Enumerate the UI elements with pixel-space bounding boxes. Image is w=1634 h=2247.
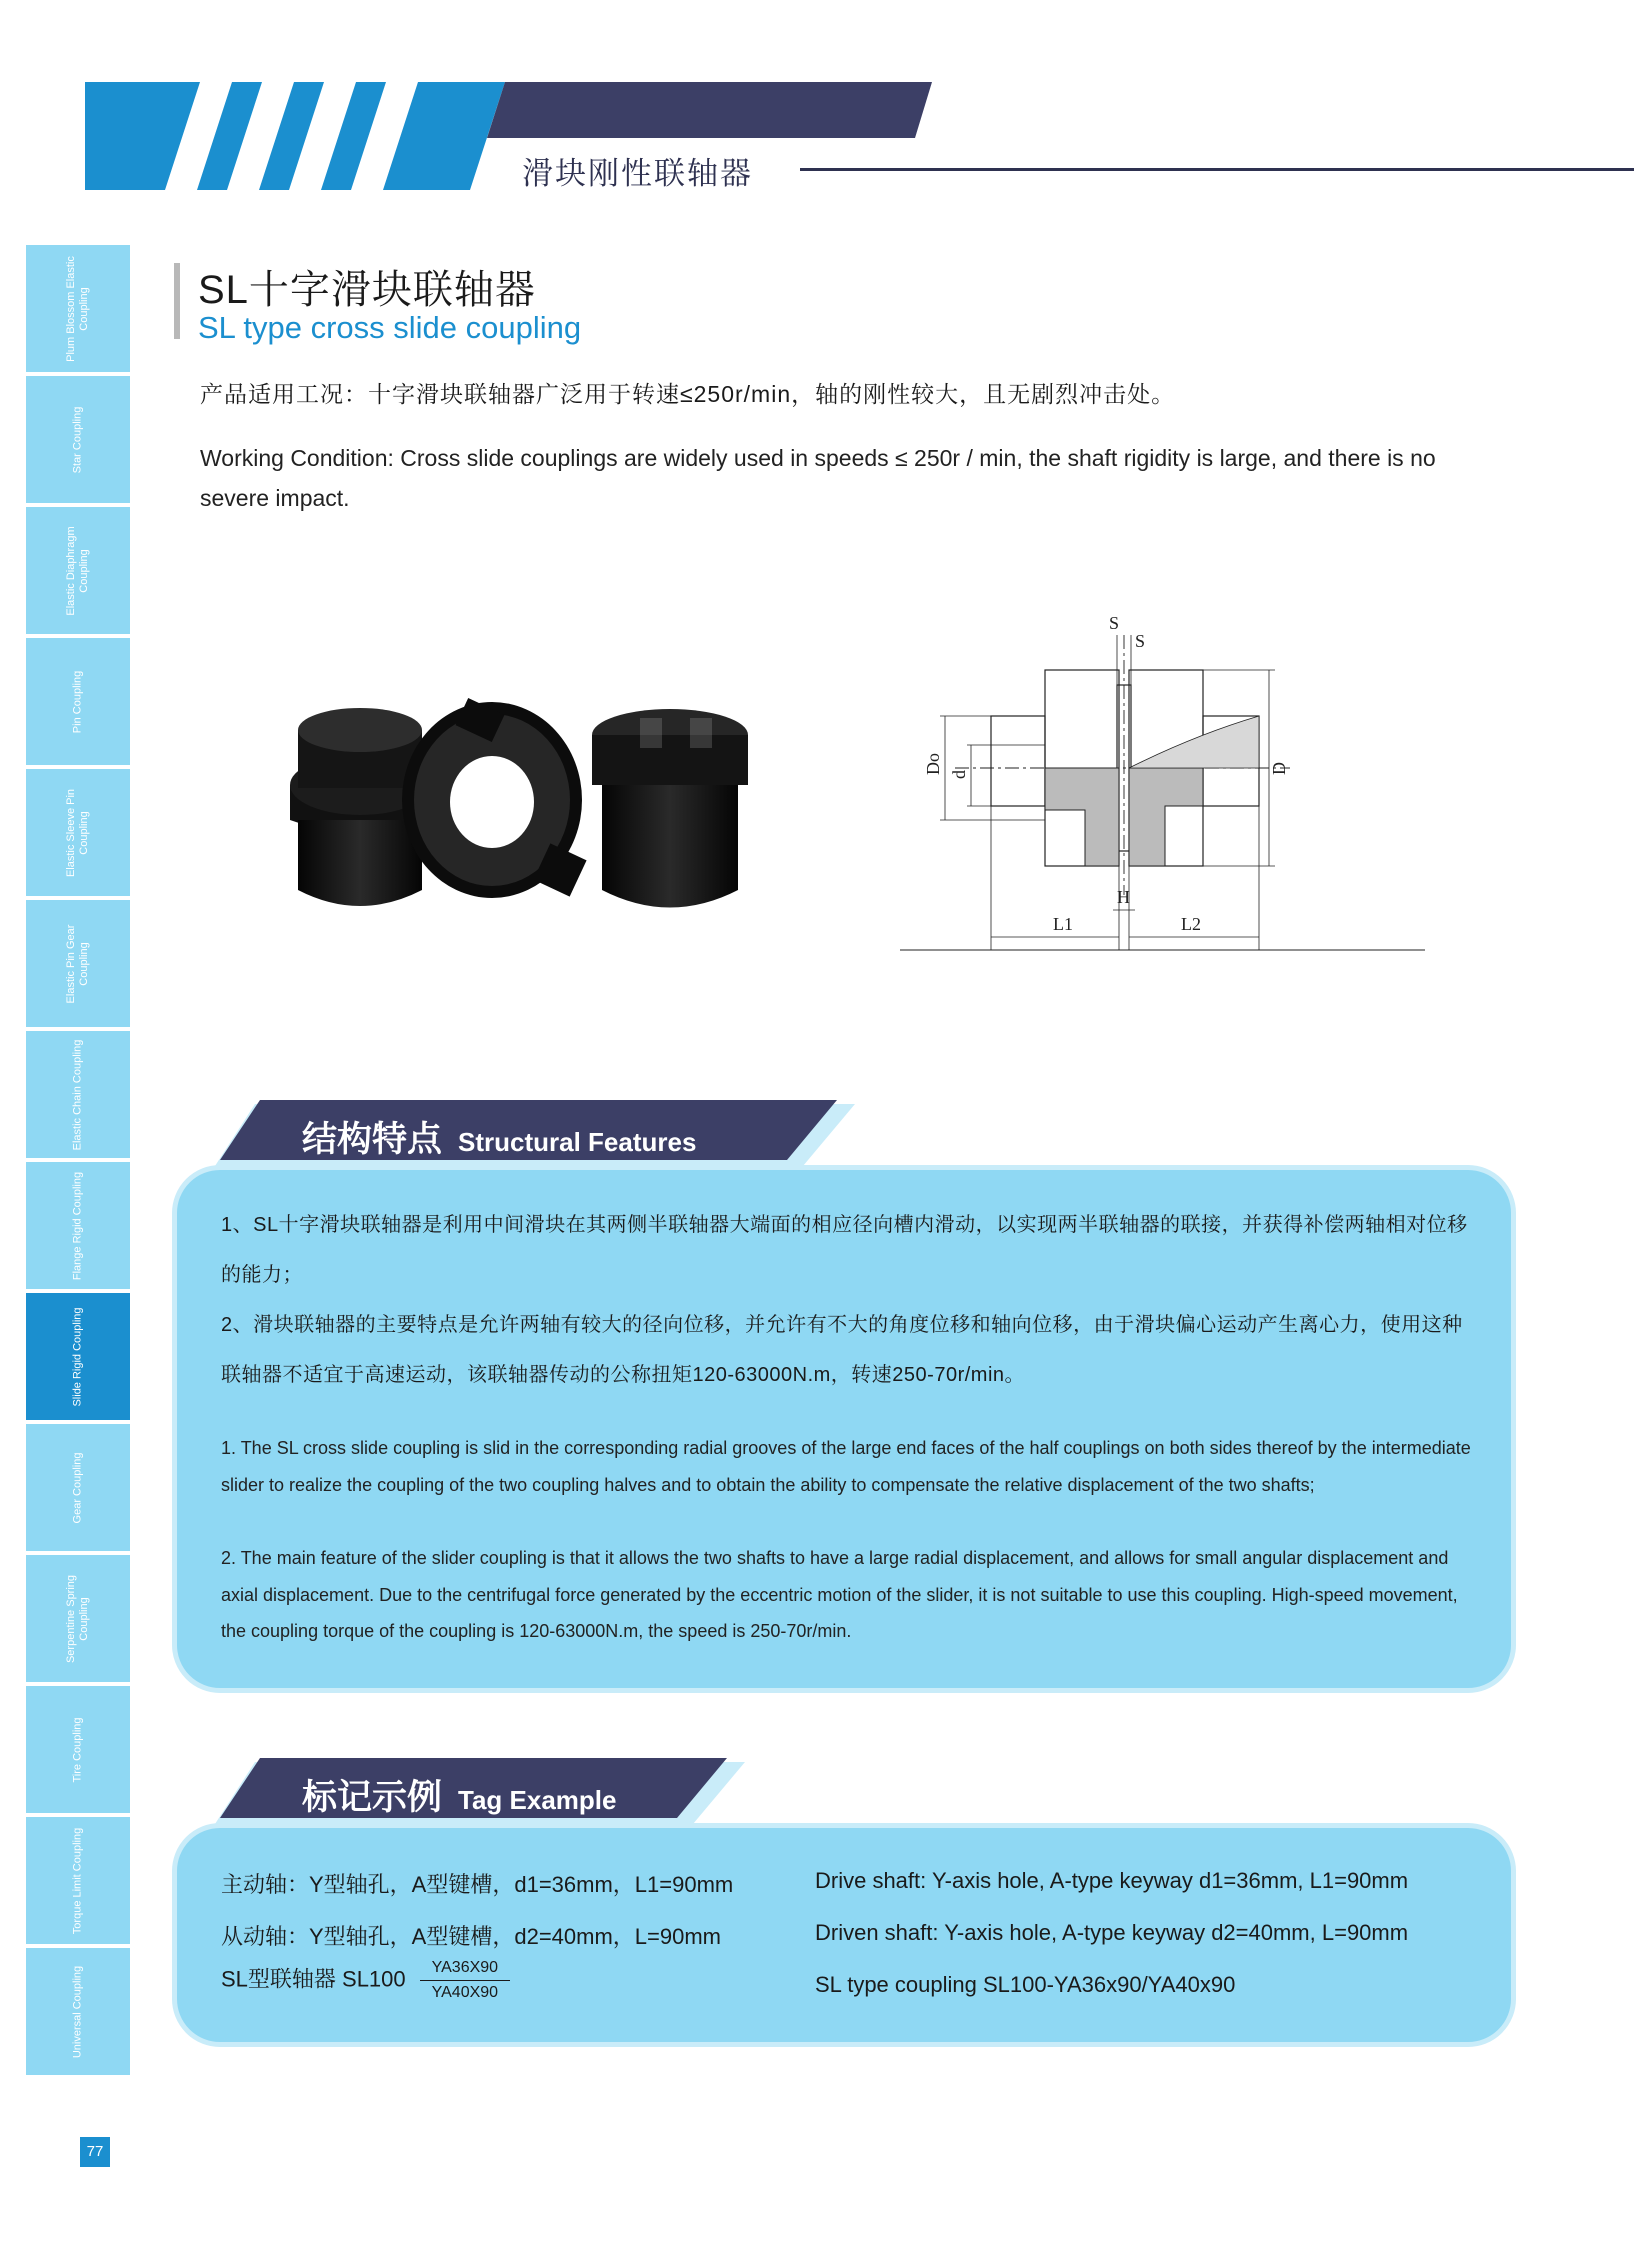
sidebar-item-label: Flange Rigid Coupling [71, 1171, 84, 1281]
features-heading-en: Structural Features [458, 1127, 697, 1157]
dim-label-l2: L2 [1181, 914, 1201, 934]
sidebar-item-elastic-chain[interactable] [26, 1031, 130, 1160]
sidebar-item-label: Slide Rigid Coupling [71, 1307, 84, 1407]
sidebar-item-label: Elastic Diaphragm Coupling [65, 526, 90, 616]
tag-heading [302, 1770, 616, 1820]
features-heading [302, 1112, 696, 1162]
tag-heading-cn: 标记示例 [302, 1778, 443, 1817]
dim-label-s2: S [1135, 631, 1146, 651]
product-photo [260, 690, 820, 930]
sidebar-item-elastic-sleeve-pin[interactable] [26, 769, 130, 898]
tag-model-cn [221, 1958, 510, 2003]
section-title: 滑块刚性联轴器 [522, 156, 753, 191]
technical-drawing [895, 595, 1425, 960]
feature-cn-1: 1、SL十字滑块联轴器是利用中间滑块在其两侧半联轴器大端面的相应径向槽内滑动，以实现两半联轴器的联接，并获得补偿两轴相对位移的能力； [221, 1214, 1468, 1286]
dim-label-s1: S [1109, 613, 1120, 633]
tag-drive-en: Drive shaft: Y-axis hole, A-type keyway d1=36mm, L1=90mm [815, 1868, 1409, 1893]
feature-en-2: 2. The main feature of the slider coupling is that it allows the two shafts to have a large radial displacement, and allows for small angular displacement and axial displacement. Due to the centrifugal force generated by the eccentric motion of the slider, it is not suitable to use this coupling. High-speed movement, the coupling torque of the coupling is 120-63000N.m, the speed is 250-70r/min. [221, 1548, 1458, 1641]
product-title-cn: SL十字滑块联轴器 [198, 268, 536, 312]
tag-driven-en: Driven shaft: Y-axis hole, A-type keyway d2=40mm, L=90mm [815, 1920, 1409, 1945]
tag-model-prefix: SL型联轴器 SL100 [221, 1966, 406, 1992]
sidebar-item-serpentine-spring[interactable] [26, 1555, 130, 1684]
product-title-en: SL type cross slide coupling [198, 310, 582, 345]
sidebar-item-label: Elastic Chain Coupling [71, 1039, 84, 1151]
sidebar-item-slide-rigid[interactable] [26, 1293, 130, 1422]
dim-label-d: d [949, 770, 969, 779]
sidebar-item-gear[interactable] [26, 1424, 130, 1553]
sidebar-item-label: Elastic Sleeve Pin Coupling [65, 788, 90, 878]
tag-drive-cn: 主动轴：Y型轴孔，A型键槽，d1=36mm，L1=90mm [221, 1872, 734, 1897]
tag-model-denominator: YA40X90 [431, 1984, 499, 2001]
tag-driven-cn: 从动轴：Y型轴孔，A型键槽，d2=40mm，L=90mm [221, 1924, 721, 1949]
sidebar-item-star[interactable] [26, 376, 130, 505]
category-sidebar [26, 245, 130, 2080]
dim-label-big-d: D [1269, 762, 1289, 775]
tag-model-en: SL type coupling SL100-YA36x90/YA40x90 [815, 1972, 1236, 1997]
sidebar-item-label: Universal Coupling [71, 1965, 84, 2059]
tag-model-fraction [420, 1958, 510, 2003]
sidebar-item-label: Serpentine Spring Coupling [65, 1574, 90, 1664]
sidebar-item-label: Pin Coupling [71, 670, 84, 734]
sidebar-item-flange-rigid[interactable] [26, 1162, 130, 1291]
sidebar-item-label: Tire Coupling [71, 1717, 84, 1783]
sidebar-item-label: Star Coupling [71, 406, 84, 474]
sidebar-item-universal[interactable] [26, 1948, 130, 2077]
tag-heading-en: Tag Example [458, 1785, 617, 1815]
sidebar-item-plum-blossom[interactable] [26, 245, 130, 374]
sidebar-item-label: Torque Limit Coupling [71, 1827, 84, 1935]
feature-en-1: 1. The SL cross slide coupling is slid in the corresponding radial grooves of the large end faces of the half couplings on both sides thereof by the intermediate slider to realize the coupling of the two coupling halves and to obtain the ability to compensate the relative displacement of the two shafts; [221, 1438, 1471, 1495]
sidebar-item-pin[interactable] [26, 638, 130, 767]
dim-label-h: H [1117, 887, 1130, 907]
tag-panel [172, 1823, 1516, 2047]
page-number: 77 [80, 2137, 110, 2167]
working-condition-en: Working Condition: Cross slide couplings are widely used in speeds ≤ 250r / min, the shaft rigidity is large, and there is no severe impact. [200, 445, 1436, 511]
sidebar-item-label: Elastic Pin Gear Coupling [65, 924, 90, 1004]
sidebar-item-elastic-pin-gear[interactable] [26, 900, 130, 1029]
features-heading-cn: 结构特点 [302, 1120, 443, 1159]
sidebar-item-label: Gear Coupling [71, 1452, 84, 1524]
tag-model-numerator: YA36X90 [420, 1958, 510, 1981]
dim-label-l1: L1 [1053, 914, 1073, 934]
title-accent-bar [174, 263, 180, 339]
sidebar-item-tire[interactable] [26, 1686, 130, 1815]
sidebar-item-elastic-diaphragm[interactable] [26, 507, 130, 636]
sidebar-item-label: Plum Blossom Elastic Coupling [65, 256, 90, 362]
feature-cn-2: 2、滑块联轴器的主要特点是允许两轴有较大的径向位移，并允许有不大的角度位移和轴向位移，由于滑块偏心运动产生离心力，使用这种联轴器不适宜于高速运动，该联轴器传动的公称扭矩120-63000N.m，转速250-70r/min。 [221, 1314, 1463, 1386]
header-divider [800, 168, 1634, 171]
features-panel [172, 1165, 1516, 1693]
working-condition-cn: 产品适用工况：十字滑块联轴器广泛用于转速≤250r/min，轴的刚性较大，且无剧烈冲击处。 [200, 381, 1176, 407]
sidebar-item-torque-limit[interactable] [26, 1817, 130, 1946]
dim-label-do: Do [923, 753, 943, 775]
